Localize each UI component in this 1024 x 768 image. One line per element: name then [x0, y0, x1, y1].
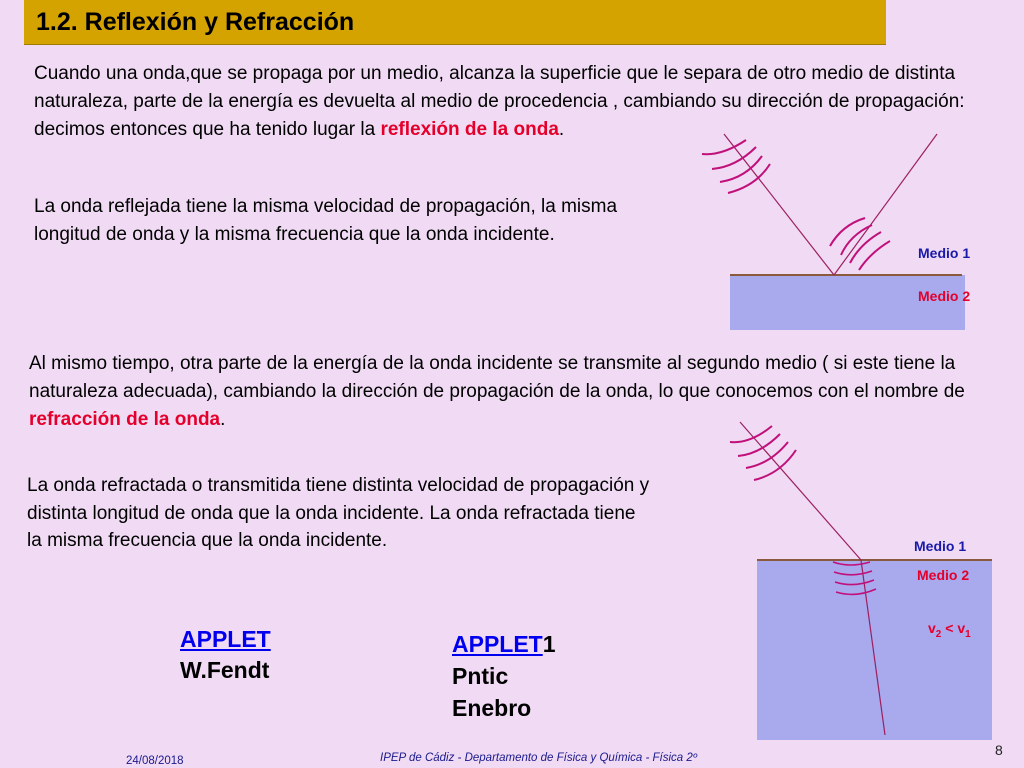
incident-wavefronts	[702, 140, 770, 193]
incident-ray	[724, 134, 834, 275]
applet-link-pntic[interactable]: APPLET	[452, 631, 543, 657]
incident-wavefronts	[730, 426, 796, 480]
paragraph-end: .	[558, 119, 565, 140]
applet-link-suffix: 1	[542, 631, 556, 657]
paragraph-refraction-text: Al mismo tiempo, otra parte de la energía de la onda incidente se transmite al segundo medio ( si este tiene la naturaleza adecuada), cambiando la dirección de propagación de la onda, lo que conocemos con el nombre de	[29, 353, 965, 402]
reflection-highlight: reflexión de la onda	[380, 119, 559, 140]
medio-2-label: Medio 2	[918, 288, 971, 304]
reflected-wavefronts	[830, 218, 890, 270]
incident-ray	[740, 422, 861, 560]
paragraph-reflection-text: Cuando una onda,que se propaga por un medio, alcanza la superficie que le separa de otro medio de distinta naturaleza, parte de la energía es devuelta al medio de procedencia , cambiando su dirección de propagación: decimos entonces que ha tenido lugar la	[34, 63, 965, 140]
applet-source-pntic: Pntic	[452, 663, 509, 689]
refraction-diagram	[720, 410, 1020, 740]
applet-link-block-2	[452, 628, 556, 724]
v1-symbol: v	[957, 620, 966, 636]
medio-2-label: Medio 2	[917, 567, 970, 583]
applet-link-fendt[interactable]: APPLET	[180, 626, 271, 652]
paragraph-reflected-wave: La onda reflejada tiene la misma velocidad de propagación, la misma longitud de onda y la misma frecuencia que la onda incidente.	[34, 196, 618, 245]
v2-symbol: v	[928, 620, 936, 636]
paragraph-end: .	[220, 409, 226, 430]
paragraph-refracted-wave: La onda refractada o transmitida tiene distinta velocidad de propagación y distinta longitud de onda que la onda incidente. La onda refractada tiene la misma frecuencia que la onda incidente.	[27, 475, 650, 551]
title-bar	[24, 0, 886, 45]
applet-source-fendt: W.Fendt	[180, 657, 270, 683]
footer-organization: IPEP de Cádiz - Departamento de Física y Química - Física 2º	[380, 752, 697, 764]
v1-subscript: 1	[965, 629, 971, 640]
medio-1-label: Medio 1	[918, 245, 971, 261]
v2-subscript: 2	[935, 629, 942, 640]
page-number: 8	[995, 742, 1003, 758]
reflection-diagram	[700, 120, 1000, 335]
applet-link-block-1	[180, 624, 271, 686]
medium-2-region	[757, 560, 992, 740]
medio-1-label: Medio 1	[914, 538, 967, 554]
footer-date: 24/08/2018	[126, 755, 184, 767]
applet-source-enebro: Enebro	[452, 695, 532, 721]
page-title: 1.2. Reflexión y Refracción	[36, 8, 355, 36]
less-than-sign: <	[941, 620, 958, 636]
refraction-highlight: refracción de la onda	[29, 409, 221, 430]
